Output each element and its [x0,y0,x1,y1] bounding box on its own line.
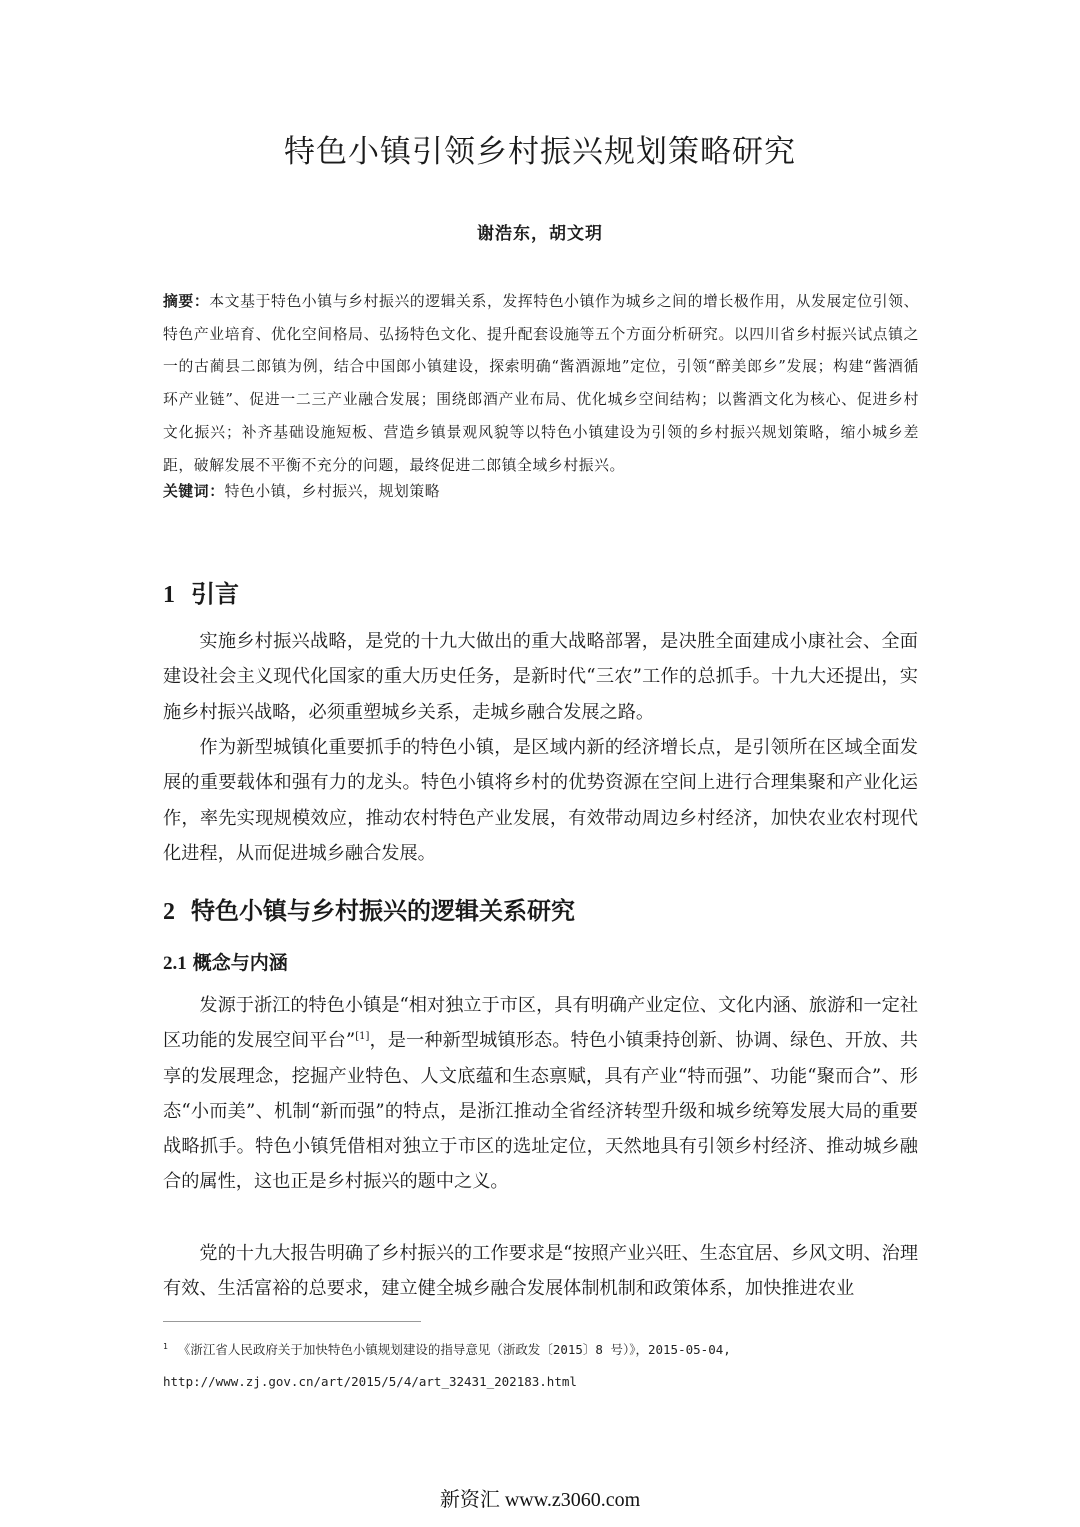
paragraph: 作为新型城镇化重要抓手的特色小镇，是区域内新的经济增长点，是引领所在区域全面发展的重要载体和强有力的龙头。特色小镇将乡村的优势资源在空间上进行合理集聚和产业化运作，率先实现规模效应，推动农村特色产业发展，有效带动周边乡村经济，加快农业农村现代化进程，从而促进城乡融合发展。 [163,737,918,864]
keywords-text: 特色小镇，乡村振兴，规划策略 [224,483,441,500]
footnote [163,1331,923,1398]
paper-authors: 谢浩东，胡文玥 [477,224,603,244]
subsection-title: 概念与内涵 [192,952,288,974]
section-title: 特色小镇与乡村振兴的逻辑关系研究 [191,897,575,925]
paragraph: 实施乡村振兴战略，是党的十九大做出的重大战略部署，是决胜全面建成小康社会、全面建设社会主义现代化国家的重大历史任务，是新时代“三农”工作的总抓手。十九大还提出，实施乡村振兴战略，必须重塑城乡关系，走城乡融合发展之路。 [163,631,918,723]
keywords [163,478,919,506]
section-heading-2 [163,891,575,932]
footnote-line [163,1331,923,1366]
paragraph: 党的十九大报告明确了乡村振兴的工作要求是“按照产业兴旺、生态宜居、乡风文明、治理有效、生活富裕的总要求，建立健全城乡融合发展体制机制和政策体系，加快推进农业 [163,1243,919,1300]
paragraph-text: ，是一种新型城镇形态。特色小镇秉持创新、协调、绿色、开放、共享的发展理念，挖掘产业特色、人文底蕴和生态禀赋，具有产业“特而强”、功能“聚而合”、形态“小而美”、机制“新而强”的特点，是浙江推动全省经济转型升级和城乡统筹发展大局的重要战略抓手。特色小镇凭借相对独立于市区的选址定位，天然地具有引领乡村经济、推动城乡融合的属性，这也正是乡村振兴的题中之义。 [163,1030,918,1193]
subsection-heading-2-1 [163,948,288,979]
section-heading-1 [163,574,239,615]
abstract-text: 本文基于特色小镇与乡村振兴的逻辑关系，发挥特色小镇作为城乡之间的增长极作用，从发展定位引领、特色产业培育、优化空间格局、弘扬特色文化、提升配套设施等五个方面分析研究。以四川省乡村振兴试点镇之一的古蔺县二郎镇为例，结合中国郎小镇建设，探索明确“酱酒源地”定位，引领“醉美郎乡”发展；构建“酱酒循环产业链”、促进一二三产业融合发展；围绕郎酒产业布局、优化城乡空间结构；以酱酒文化为核心、促进乡村文化振兴；补齐基础设施短板、营造乡镇景观风貌等以特色小镇建设为引领的乡村振兴规划策略，缩小城乡差距，破解发展不平衡不充分的问题，最终促进二郎镇全域乡村振兴。 [163,293,919,474]
section-number: 1 [163,582,175,608]
paragraph-text: 发源于浙江的特色小镇是“相对独立于市区，具有明确产业定位、文化内涵、旅游和一定社区功能的发展空间平台” [163,995,919,1052]
paper-title: 特色小镇引领乡村振兴规划策略研究 [284,134,796,170]
paragraph [163,988,918,1200]
subsection-number: 2.1 [163,953,187,974]
footnote-divider [163,1321,421,1322]
footnote-url[interactable]: http://www.zj.gov.cn/art/2015/5/4/art_32431_202183.html [163,1374,577,1390]
section-title: 引言 [191,580,239,608]
citation-ref[interactable]: [1] [355,1031,370,1043]
footnote-mark: 1 [163,1342,168,1351]
watermark: 新资汇 www.z3060.com [439,1489,641,1511]
section-number: 2 [163,899,175,925]
footnote-text: 《浙江省人民政府关于加快特色小镇规划建设的指导意见（浙政发〔2015〕8 号）》，2015-05-04, [177,1342,731,1358]
abstract [163,286,919,482]
keywords-label: 关键词： [163,483,225,500]
abstract-label: 摘要： [163,293,210,310]
